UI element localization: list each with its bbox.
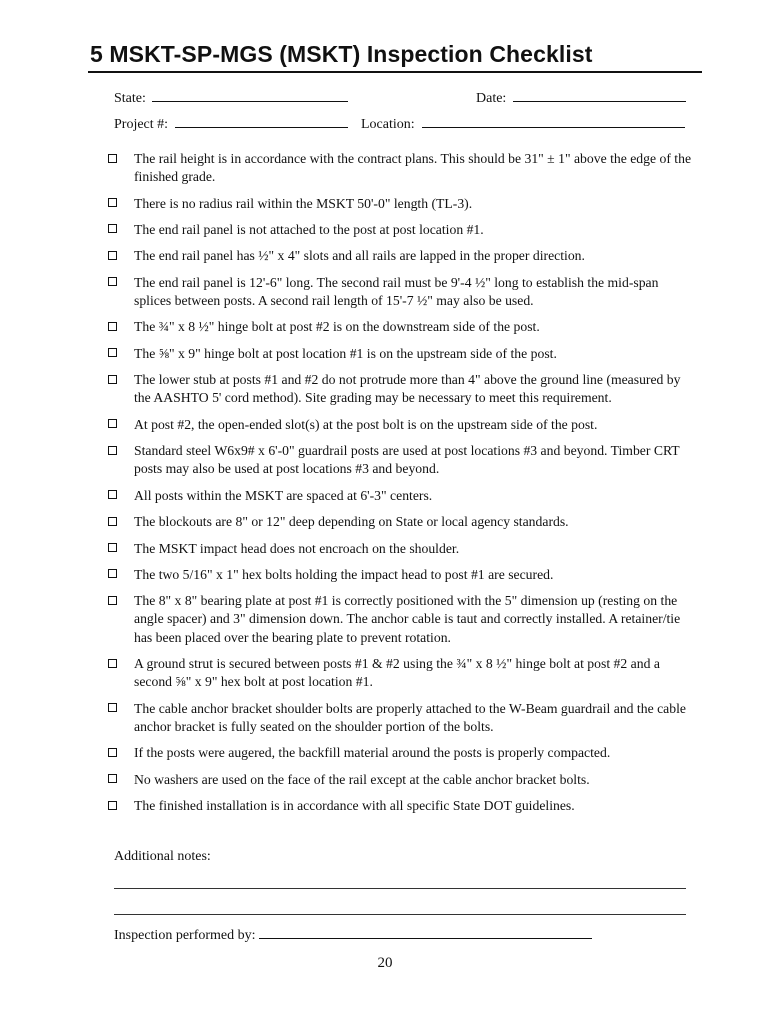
checklist-item (108, 487, 693, 505)
checklist-item-text: The end rail panel has ½" x 4" slots and all rails are lapped in the proper direction. (134, 248, 585, 264)
checkbox[interactable] (108, 251, 117, 260)
checklist-item-text: The 8" x 8" bearing plate at post #1 is correctly positioned with the 5" dimension up (resting on the angle spacer) and 3" dimension down. The anchor cable is taut and correctly installed. A retainer/tie has been placed over the bearing plate to prevent rotation. (134, 593, 681, 645)
checklist-item-text: The end rail panel is not attached to the post at post location #1. (134, 221, 484, 237)
checklist-item (108, 797, 693, 815)
checklist-item-text: The ¾" x 8 ½" hinge bolt at post #2 is on the downstream side of the post. (134, 319, 540, 335)
page-number: 20 (377, 955, 393, 971)
location-blank[interactable] (422, 114, 685, 128)
checkbox[interactable] (108, 748, 117, 757)
page-title: 5 MSKT-SP-MGS (MSKT) Inspection Checklist (90, 41, 593, 67)
checklist-item (108, 345, 693, 363)
notes-line-1[interactable] (114, 888, 686, 889)
checklist-item-text: The cable anchor bracket shoulder bolts are properly attached to the W-Beam guardrail and the cable anchor bracket is fully seated on the shoulder portion of the bolts. (134, 700, 686, 734)
location-label: Location: (361, 117, 415, 132)
checklist-item (108, 700, 693, 736)
checklist-item (108, 744, 693, 762)
inspection-performed-field (114, 925, 592, 944)
checklist-item (108, 274, 693, 310)
checklist-item (108, 566, 693, 584)
checklist-item (108, 771, 693, 789)
checklist-item (108, 442, 693, 478)
checklist-item (108, 318, 693, 336)
checkbox[interactable] (108, 154, 117, 163)
checkbox[interactable] (108, 569, 117, 578)
state-field (114, 88, 348, 107)
inspector-blank[interactable] (259, 925, 592, 939)
checkbox[interactable] (108, 446, 117, 455)
checklist-item-text: The ⅝" x 9" hinge bolt at post location #1 is on the upstream side of the post. (134, 345, 557, 361)
date-blank[interactable] (513, 88, 686, 102)
checkbox[interactable] (108, 774, 117, 783)
checklist-item (108, 416, 693, 434)
checklist-item (108, 247, 693, 265)
checkbox[interactable] (108, 659, 117, 668)
checklist-item (108, 371, 693, 407)
checklist-item-text: The lower stub at posts #1 and #2 do not protrude more than 4" above the ground line (measured by the AASHTO 5' cord method). Site grading may be necessary to meet this requirement. (134, 372, 681, 406)
checklist-item-text: All posts within the MSKT are spaced at 6'-3" centers. (134, 487, 433, 503)
checklist-item-text: If the posts were augered, the backfill material around the posts is properly compacted. (134, 745, 611, 761)
project-label: Project #: (114, 117, 169, 132)
project-blank[interactable] (175, 114, 348, 128)
checklist-item-text: No washers are used on the face of the rail except at the cable anchor bracket bolts. (134, 771, 590, 787)
checklist (108, 150, 693, 823)
location-field (361, 114, 685, 133)
checklist-item-text: The end rail panel is 12'-6" long. The second rail must be 9'-4 ½" long to establish the mid-span splices between posts. A second rail length of 15'-7 ½" may also be used. (134, 274, 659, 308)
checklist-item-text: There is no radius rail within the MSKT 50'-0" length (TL-3). (134, 195, 473, 211)
title-rule (88, 71, 702, 73)
additional-notes-label: Additional notes: (114, 849, 211, 864)
inspection-performed-label: Inspection performed by: (114, 928, 256, 943)
checkbox[interactable] (108, 322, 117, 331)
checkbox[interactable] (108, 419, 117, 428)
checkbox[interactable] (108, 703, 117, 712)
checklist-item (108, 150, 693, 186)
checklist-item (108, 592, 693, 647)
notes-line-2[interactable] (114, 914, 686, 915)
state-blank[interactable] (152, 88, 348, 102)
checklist-item (108, 655, 693, 691)
checklist-item-text: Standard steel W6x9# x 6'-0" guardrail posts are used at post locations #3 and beyond. Timber CRT posts may also be used at post locations #3 and beyond. (134, 443, 680, 477)
checklist-item-text: A ground strut is secured between posts #1 & #2 using the ¾" x 8 ½" hinge bolt at post #2 and a second ⅝" x 9" hex bolt at post location #1. (134, 656, 660, 690)
checkbox[interactable] (108, 543, 117, 552)
checklist-item (108, 513, 693, 531)
checkbox[interactable] (108, 224, 117, 233)
checkbox[interactable] (108, 801, 117, 810)
checkbox[interactable] (108, 348, 117, 357)
checkbox[interactable] (108, 375, 117, 384)
checklist-item-text: The rail height is in accordance with the contract plans. This should be 31" ± 1" above the edge of the finished grade. (134, 151, 692, 185)
checkbox[interactable] (108, 198, 117, 207)
checklist-item (108, 540, 693, 558)
checklist-item (108, 195, 693, 213)
checklist-item-text: The blockouts are 8" or 12" deep depending on State or local agency standards. (134, 514, 569, 530)
checkbox[interactable] (108, 596, 117, 605)
checklist-item (108, 221, 693, 239)
checkbox[interactable] (108, 517, 117, 526)
state-label: State: (114, 91, 146, 106)
checkbox[interactable] (108, 490, 117, 499)
date-field (476, 88, 686, 107)
checklist-item-text: The two 5/16" x 1" hex bolts holding the impact head to post #1 are secured. (134, 566, 554, 582)
project-field (114, 114, 348, 133)
checkbox[interactable] (108, 277, 117, 286)
checklist-item-text: At post #2, the open-ended slot(s) at the post bolt is on the upstream side of the post. (134, 416, 598, 432)
checklist-item-text: The MSKT impact head does not encroach on the shoulder. (134, 540, 460, 556)
date-label: Date: (476, 91, 507, 106)
checklist-item-text: The finished installation is in accordance with all specific State DOT guidelines. (134, 798, 575, 814)
